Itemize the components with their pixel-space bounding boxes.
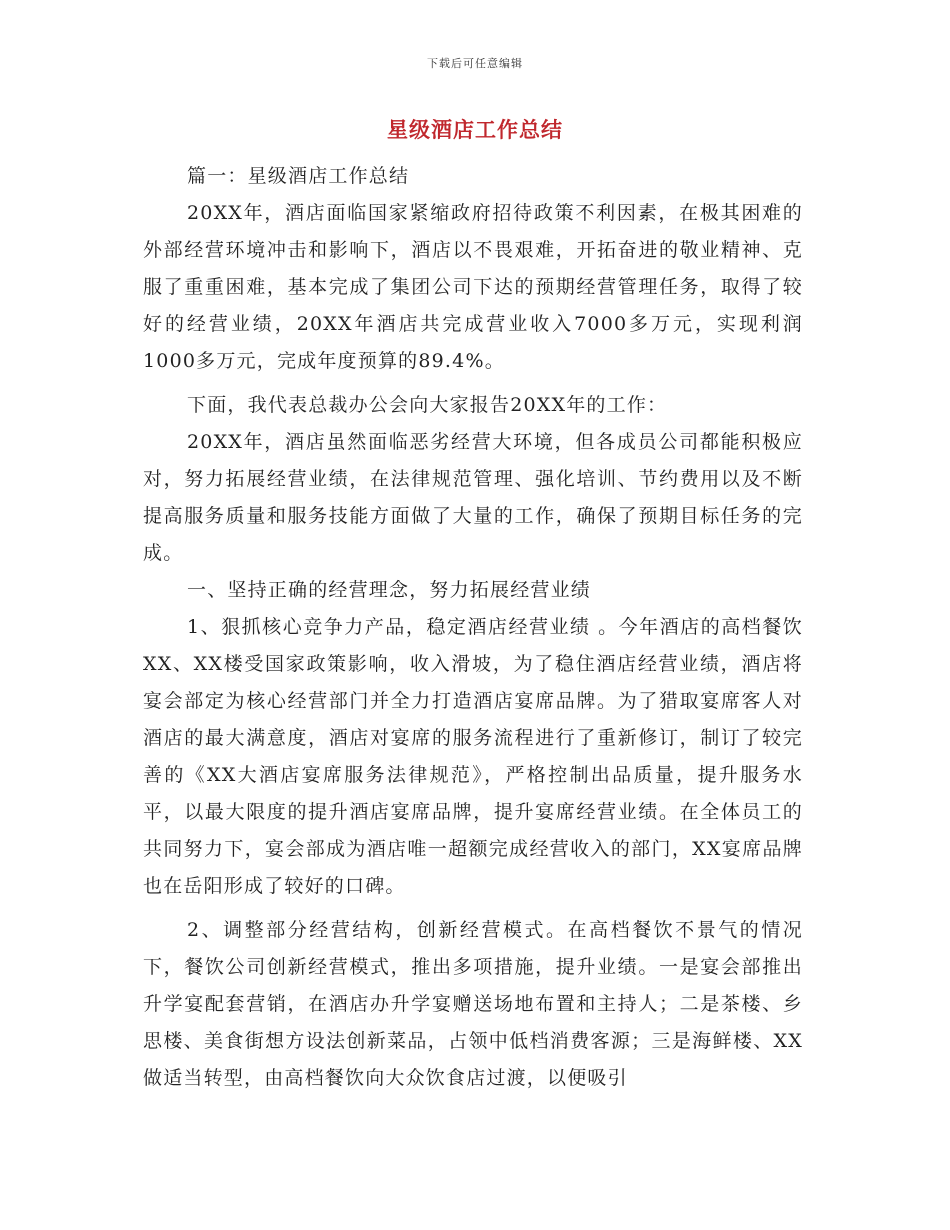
header-note: 下载后可任意编辑 bbox=[427, 57, 523, 70]
paragraph: 下面，我代表总裁办公会向大家报告20XX年的工作： bbox=[187, 394, 668, 416]
subsection-heading: 一、坚持正确的经营理念，努力拓展经营业绩 bbox=[187, 579, 592, 601]
paragraph: 20XX年，酒店虽然面临恶劣经营大环境，但各成员公司都能积极应对，努力拓展经营业绩，在法律规范管理、强化培训、节约费用以及不断提高服务质量和服务技能方面做了大量的工作，确保了预期目标任务的完成。 bbox=[143, 431, 803, 564]
document-body bbox=[143, 158, 803, 1097]
paragraph: 2、调整部分经营结构，创新经营模式。在高档餐饮不景气的情况下，餐饮公司创新经营模式，推出多项措施，提升业绩。一是宴会部推出升学宴配套营销，在酒店办升学宴赠送场地布置和主持人；二是茶楼、乡思楼、美食街想方设法创新菜品，占领中低档消费客源；三是海鲜楼、XX做适当转型，由高档餐饮向大众饮食店过渡，以便吸引 bbox=[143, 919, 803, 1089]
document-title: 星级酒店工作总结 bbox=[387, 117, 563, 142]
section-heading: 篇一：星级酒店工作总结 bbox=[187, 165, 410, 187]
paragraph: 20XX年，酒店面临国家紧缩政府招待政策不利因素，在极其困难的外部经营环境冲击和影响下，酒店以不畏艰难，开拓奋进的敬业精神、克服了重重困难，基本完成了集团公司下达的预期经营管理任务，取得了较好的经营业绩，20XX年酒店共完成营业收入7000多万元，实现利润1000多万元，完成年度预算的89.4%。 bbox=[143, 202, 803, 372]
paragraph: 1、狠抓核心竞争力产品，稳定酒店经营业绩 。今年酒店的高档餐饮XX、XX楼受国家政策影响，收入滑坡，为了稳住酒店经营业绩，酒店将宴会部定为核心经营部门并全力打造酒店宴席品牌。为了猎取宴席客人对酒店的最大满意度，酒店对宴席的服务流程进行了重新修订，制订了较完善的《XX大酒店宴席服务法律规范》，严格控制出品质量，提升服务水平，以最大限度的提升酒店宴席品牌，提升宴席经营业绩。在全体员工的共同努力下，宴会部成为酒店唯一超额完成经营收入的部门，XX宴席品牌也在岳阳形成了较好的口碑。 bbox=[143, 616, 803, 897]
